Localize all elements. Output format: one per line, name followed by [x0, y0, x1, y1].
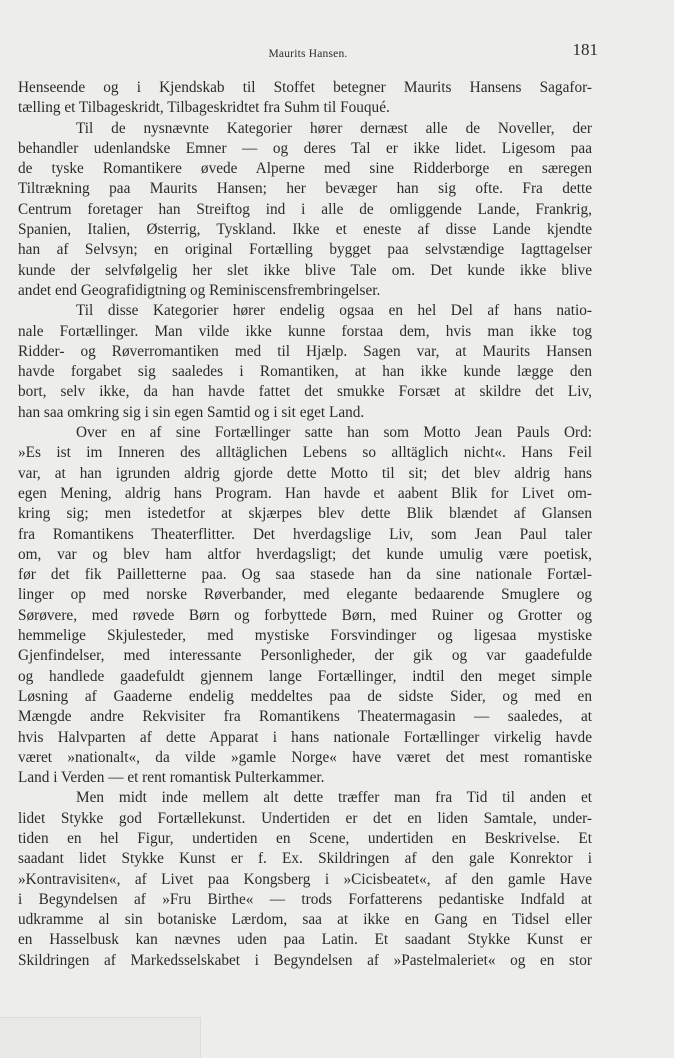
paragraph — [18, 119, 592, 302]
text-line: Skildringen af Markedsselskabet i Begyndelsen af »Pastelmaleriet« og en stor — [18, 951, 592, 969]
text-line: bort, selv ikke, da han havde fattet det smukke Forsæt at skildre det Liv, — [18, 383, 592, 401]
body-text — [18, 78, 592, 971]
text-line: linger op med norske Røverbander, med elegante bedaarende Smuglere og — [18, 586, 592, 604]
text-line: »Es ist im Inneren des alltäglichen Lebens so alltäglich nicht«. Hans Feil — [18, 444, 592, 462]
text-line: han af Selvsyn; en original Fortælling bygget paa selvstændige Iagttagelser — [18, 241, 592, 259]
text-line: Land i Verden — et rent romantisk Pulterkammer. — [18, 769, 325, 787]
text-line: Ridder- og Røverromantiken med til Hjælp. Sagen var, at Maurits Hansen — [18, 342, 592, 360]
text-line: fra Romantikens Theaterflitter. Det hverdagslige Liv, som Jean Paul taler — [18, 525, 592, 543]
text-line: udkramme al sin botaniske Lærdom, saa at ikke en Gang en Tidsel eller — [18, 911, 592, 929]
text-line: en Hasselbusk kan nævnes uden paa Latin. Et saadant Stykke Kunst er — [18, 931, 592, 949]
text-line: Henseende og i Kjendskab til Stoffet betegner Maurits Hansens Sagafor- — [18, 79, 592, 96]
text-line: før det fik Pailletterne paa. Og saa stasede han da sine nationale Fortæl- — [18, 566, 592, 584]
paragraph — [18, 301, 592, 423]
text-line: behandler udenlandske Emner — og deres Tal er ikke lidet. Ligesom paa — [18, 139, 592, 157]
text-line: andet end Geografidigtning og Reminiscensfrembringelser. — [18, 281, 381, 299]
text-line: hemmelige Skjulesteder, med mystiske Forsvindinger og ligesaa mystiske — [18, 627, 592, 645]
text-line: om, var og blev ham altfor hverdagsligt; det kunde umulig være poetisk, — [18, 545, 592, 563]
text-line: hvis Halvparten af dette Apparat i hans nationale Fortællinger virkelig havde — [18, 728, 592, 746]
paragraph — [18, 788, 592, 971]
text-line: Spanien, Italien, Østerrig, Tyskland. Ikke et eneste af disse Lande kjendte — [18, 221, 592, 239]
text-line: lidet Stykke god Fortællekunst. Undertiden er det en liden Samtale, under- — [18, 809, 592, 827]
text-line: Tiltrækning paa Maurits Hansen; her bevæger han sig ofte. Fra dette — [18, 180, 592, 198]
text-line: været »nationalt«, da vilde »gamle Norge« have været det mest romantiske — [18, 748, 592, 766]
text-line: saadant lidet Stykke Kunst er f. Ex. Skildringen af den gale Konrektor i — [18, 850, 592, 868]
running-head: Maurits Hansen. — [268, 48, 348, 60]
text-line: kunde der selvfølgelig her slet ikke blive Tale om. Det kunde ikke blive — [18, 261, 592, 279]
text-line: var, at han igrunden aldrig gjorde dette Motto til sit; det blev aldrig hans — [18, 464, 592, 482]
text-line: og handlede gaadefuldt gjennem lange Fortællinger, indtil den meget simple — [18, 667, 592, 685]
text-line: han saa omkring sig i sin egen Samtid og i sit eget Land. — [18, 403, 365, 421]
text-line: »Kontravisiten«, af Livet paa Kongsberg i »Cicisbeatet«, af den gamle Have — [18, 870, 592, 888]
page-header — [18, 38, 598, 66]
text-line: havde forgabet sig saaledes i Romantiken, at han ikke kunde lægge den — [18, 363, 592, 381]
text-line: i Begyndelsen af »Fru Birthe« — trods Forfatterens pedantiske Indfald at — [18, 890, 592, 908]
paragraph — [18, 423, 592, 788]
page-bottom-edge — [0, 1017, 201, 1058]
text-line: Centrum foretager han Streiftog ind i alle de omliggende Lande, Frankrig, — [18, 200, 592, 218]
text-line: Men midt inde mellem alt dette træffer man fra Tid til anden et — [76, 789, 592, 807]
text-line: de tyske Romantikere øvede Alperne med sine Ridderborge en særegen — [18, 160, 592, 178]
text-line: Til disse Kategorier hører endelig ogsaa en hel Del af hans natio- — [76, 302, 592, 320]
text-line: Til de nysnævnte Kategorier hører dernæst alle de Noveller, der — [76, 119, 592, 137]
text-line: egen Mening, aldrig hans Program. Han havde et aabent Blik for Livet om- — [18, 484, 592, 502]
text-line: Sørøvere, med røvede Børn og forbyttede Børn, med Ruiner og Grotter og — [18, 606, 592, 624]
text-line: nale Fortællinger. Man vilde ikke kunne forstaa dem, hvis man ikke tog — [18, 322, 592, 340]
text-line: Over en af sine Fortællinger satte han som Motto Jean Pauls Ord: — [76, 424, 592, 442]
text-line: Mængde andre Rekvisiter fra Romantikens Theatermagasin — saaledes, at — [18, 708, 592, 726]
text-line: kring sig; men istedetfor at skjærpes blev dette Blik blændet af Glansen — [18, 505, 592, 523]
paragraph — [18, 78, 592, 119]
page-number: 181 — [572, 40, 598, 59]
text-line: Løsning af Gaaderne endelig meddeltes paa de sidste Sider, og med en — [18, 687, 592, 705]
text-line: tiden en hel Figur, undertiden en Scene, undertiden en Beskrivelse. Et — [18, 829, 592, 847]
text-line: Gjenfindelser, med interessante Personligheder, der gik og var gaadefulde — [18, 647, 592, 665]
text-line: tælling et Tilbageskridt, Tilbageskridtet fra Suhm til Fouqué. — [18, 99, 390, 117]
